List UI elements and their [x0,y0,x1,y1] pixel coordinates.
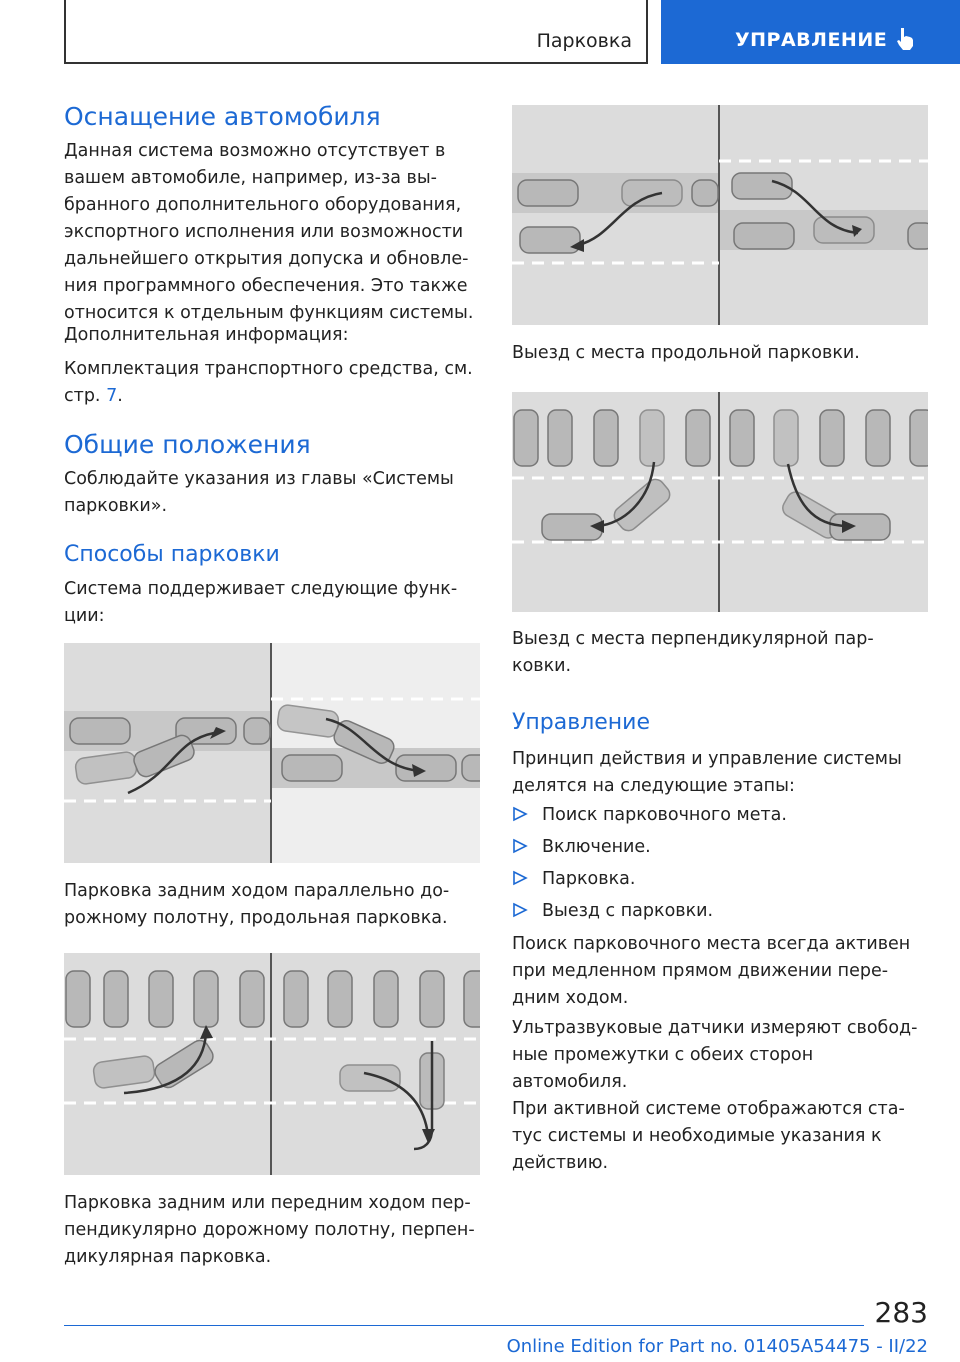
triangle-right-icon [512,806,528,822]
hand-pointer-icon [895,26,917,56]
footer-edition: Online Edition for Part no. 01405A54475 - II/22 [506,1336,928,1357]
footer-divider [64,1325,864,1326]
paragraph-equipment: Данная система возможно отсутствует в вашем автомобиле, например, из-за вы- бранного дополнительного оборудования, экспортного исполнения или возможности дальнейшего открытия допуска и обновле- ния программного обеспечения. Это также относится к отдельным функциям системы. [64,141,474,323]
heading-methods: Способы парковки [64,542,280,567]
page-number: 283 [874,1296,928,1329]
heading-general: Общие положения [64,430,311,459]
paragraph-more-info: Дополнительная информация: [64,325,349,345]
caption-parallel-parking: Парковка задним ходом параллельно до- рожному полотну, продольная парковка. [64,881,450,928]
heading-equipment: Оснащение автомобиля [64,102,381,131]
figure-perpendicular-parking [64,953,480,1175]
paragraph-control: Принцип действия и управление системы делятся на следующие этапы: [512,749,902,796]
paragraph-general: Соблюдайте указания из главы «Системы парковки». [64,469,454,516]
header-section-box [64,0,648,64]
caption-exit-perpendicular: Выезд с места перпендикулярной пар- ковки. [512,629,874,676]
heading-control: Управление [512,710,651,735]
figure-exit-parallel [512,105,928,325]
figure-parallel-parking [64,643,480,863]
header-chapter-tab[interactable] [661,0,960,64]
header-chapter-label: УПРАВЛЕНИЕ [735,29,888,51]
triangle-right-icon [512,870,528,886]
paragraph-ultrasonic: Ультразвуковые датчики измеряют свобод- ные промежутки с обеих сторон автомобиля. [512,1018,918,1092]
figure-exit-perpendicular [512,392,928,612]
page-link[interactable]: 7 [106,386,118,406]
caption-perpendicular-parking: Парковка задним или передним ходом пер- пендикулярно дорожному полотну, перпен- дикулярная парковка. [64,1193,475,1267]
paragraph-methods: Система поддерживает следующие функ- ции: [64,579,458,626]
caption-exit-parallel: Выезд с места продольной парковки. [512,343,860,363]
header-section-title: Парковка [536,30,632,52]
triangle-right-icon [512,902,528,918]
triangle-right-icon [512,838,528,854]
paragraph-search: Поиск парковочного места всегда активен при медленном прямом движении пере- дним ходом. [512,934,911,1008]
paragraph-status: При активной системе отображаются ста- тус системы и необходимые указания к действию. [512,1099,905,1173]
paragraph-reference: Комплектация транспортного средства, см. стр. 7. [64,359,473,406]
